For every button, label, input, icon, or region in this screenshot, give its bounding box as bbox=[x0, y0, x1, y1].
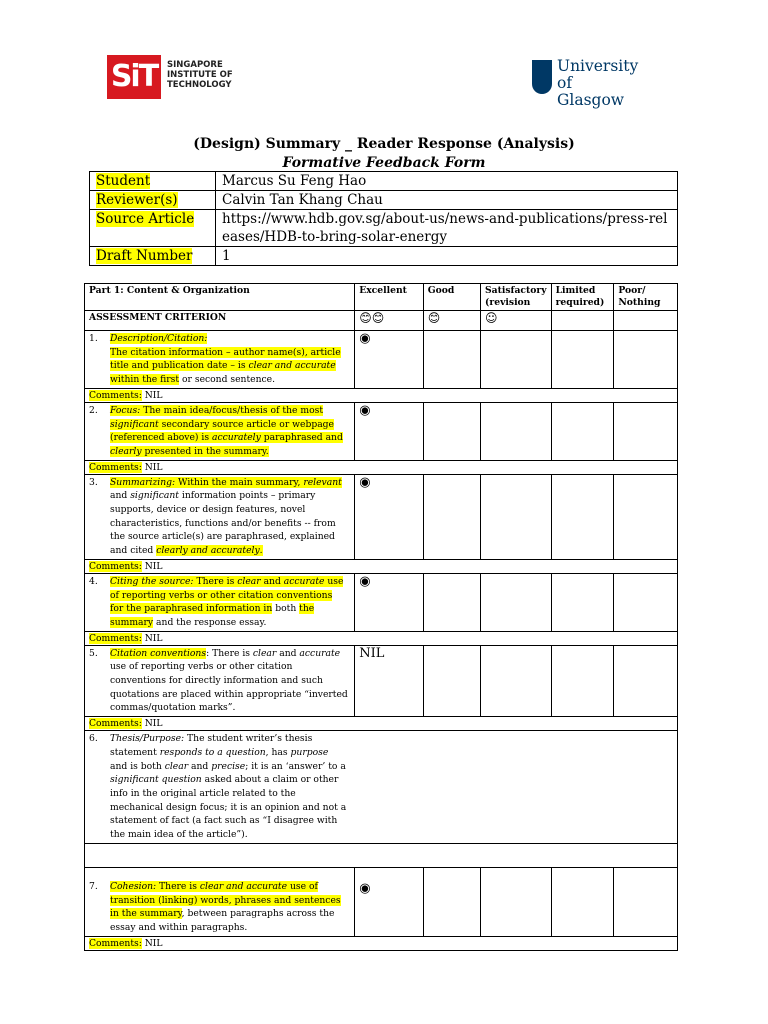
criterion-row bbox=[85, 402, 678, 460]
satisfactory-cell[interactable] bbox=[481, 402, 552, 460]
comment-cell bbox=[85, 717, 678, 731]
student-label-text: Student bbox=[96, 173, 151, 189]
excellent-faces-icon: 😊😊 bbox=[355, 311, 424, 331]
criterion-span: presented in the summary. bbox=[141, 445, 269, 457]
source-value: https://www.hdb.gov.sg/about-us/news-and-publications/press-releases/HDB-to-bring-solar-energy bbox=[216, 210, 678, 247]
criterion-span: both bbox=[272, 603, 300, 615]
satisfactory-cell[interactable] bbox=[481, 867, 552, 936]
reviewer-value: Calvin Tan Khang Chau bbox=[216, 191, 678, 210]
comment-row bbox=[85, 717, 678, 731]
criterion-description bbox=[110, 332, 348, 387]
glasgow-logo bbox=[532, 57, 639, 109]
comment-cell bbox=[85, 559, 678, 573]
comments-label: Comments: bbox=[89, 632, 142, 644]
comment-value: NIL bbox=[144, 461, 163, 473]
criterion-row bbox=[85, 474, 678, 559]
criterion-span: secondary source article or webpage (referenced above) is bbox=[110, 418, 334, 444]
criterion-span: asked about a claim or other info in the original article related to the mechanical design focus; it is an opinion and not a statement of fact (a fact such as “I disagree with the main idea of the article”). bbox=[110, 774, 347, 841]
good-face-icon: 😊 bbox=[423, 311, 480, 331]
comment-value: NIL bbox=[144, 632, 163, 644]
satisfactory-cell[interactable] bbox=[481, 474, 552, 559]
criterion-span: There is bbox=[156, 880, 200, 892]
criterion-span: . bbox=[259, 545, 263, 557]
good-cell[interactable] bbox=[423, 474, 480, 559]
excellent-mark[interactable]: ◉ bbox=[355, 331, 424, 389]
draft-label-text: Draft Number bbox=[96, 248, 193, 264]
comment-value: NIL bbox=[144, 389, 163, 401]
spacer-row bbox=[85, 843, 678, 867]
criterion-span: or second sentence. bbox=[179, 374, 276, 386]
criterion-span: and bbox=[260, 575, 284, 587]
criterion-span: ; it is an ‘answer’ to a bbox=[245, 760, 346, 772]
criterion-span: accurate bbox=[299, 647, 341, 659]
source-label bbox=[90, 210, 216, 247]
limited-cell[interactable] bbox=[551, 867, 614, 936]
glasgow-logo-text bbox=[557, 58, 638, 109]
criterion-number: 7. bbox=[89, 880, 98, 892]
limited-cell[interactable] bbox=[551, 402, 614, 460]
criterion-span: the summary bbox=[110, 603, 315, 628]
header-limited: Limited required) bbox=[551, 284, 614, 311]
criterion-span: and bbox=[188, 760, 212, 772]
criterion-span: significant bbox=[110, 418, 159, 430]
criterion-span: accurate bbox=[283, 575, 325, 587]
criterion-span: clearly and accurately bbox=[156, 545, 260, 557]
criterion-span: relevant bbox=[303, 476, 342, 488]
criterion-row bbox=[85, 573, 678, 631]
criterion-span: significant bbox=[130, 490, 179, 502]
criterion-span: significant question bbox=[110, 774, 202, 786]
comment-cell bbox=[85, 936, 678, 950]
criterion-span: Description/Citation: bbox=[110, 333, 208, 344]
good-cell[interactable] bbox=[423, 331, 480, 389]
criterion-row bbox=[85, 331, 678, 389]
criterion-text bbox=[85, 645, 355, 717]
satisfactory-face-icon: ☺ bbox=[481, 311, 552, 331]
limited-face-cell bbox=[551, 311, 614, 331]
criterion-number: 2. bbox=[89, 404, 98, 416]
criterion-span: The main idea/focus/thesis of the most bbox=[140, 404, 324, 416]
criterion-text bbox=[85, 867, 355, 936]
limited-cell[interactable] bbox=[551, 474, 614, 559]
criterion-row bbox=[85, 731, 678, 844]
sit-logo-text bbox=[167, 60, 233, 90]
header-good: Good bbox=[423, 284, 480, 311]
assessment-row bbox=[85, 311, 678, 331]
criterion-number: 6. bbox=[89, 733, 98, 745]
criterion-span: Within the main summary, bbox=[175, 476, 304, 488]
criterion-span: paraphrased and bbox=[260, 432, 343, 444]
criterion-span: and the response essay. bbox=[153, 616, 267, 628]
good-cell[interactable] bbox=[423, 402, 480, 460]
criterion-number: 5. bbox=[89, 647, 98, 659]
limited-cell[interactable] bbox=[551, 331, 614, 389]
criterion-span: clear bbox=[252, 647, 277, 659]
criterion-span: , has bbox=[265, 746, 291, 758]
criterion-span: clear bbox=[164, 760, 189, 772]
criterion-span: Summarizing: bbox=[110, 476, 176, 488]
criterion-text bbox=[85, 573, 355, 631]
criterion-span: clearly bbox=[110, 445, 142, 457]
excellent-mark[interactable]: ◉ bbox=[355, 867, 424, 936]
info-row-source bbox=[90, 210, 678, 247]
glasgow-crest-icon bbox=[532, 60, 552, 94]
criterion-span: clear and accurate bbox=[248, 360, 336, 372]
criterion-span: and bbox=[110, 490, 131, 502]
criterion-span: Focus: bbox=[110, 404, 141, 416]
limited-cell[interactable] bbox=[551, 573, 614, 631]
criterion-span: purpose bbox=[290, 746, 329, 758]
good-cell[interactable] bbox=[423, 645, 480, 717]
document-title: (Design) Summary _ Reader Response (Analysis) bbox=[193, 136, 575, 152]
criterion-span: The citation information – author name(s), article title and publication date – is bbox=[110, 346, 341, 372]
sit-logo-mark: SiT bbox=[107, 55, 161, 99]
comments-label: Comments: bbox=[89, 461, 142, 473]
spacer-cell bbox=[85, 843, 678, 867]
reviewer-label-text: Reviewer(s) bbox=[96, 192, 178, 208]
feedback-header-row bbox=[85, 284, 678, 311]
sit-logo-line: INSTITUTE OF bbox=[167, 70, 233, 80]
poor-cell[interactable] bbox=[614, 402, 678, 460]
draft-label bbox=[90, 247, 216, 266]
excellent-value[interactable]: NIL bbox=[355, 645, 424, 717]
criterion-text bbox=[85, 402, 355, 460]
criterion-span: : There is bbox=[206, 647, 253, 659]
poor-cell[interactable] bbox=[614, 573, 678, 631]
criterion-description bbox=[110, 476, 348, 558]
draft-value: 1 bbox=[216, 247, 678, 266]
criterion-span: responds to a question bbox=[159, 746, 266, 758]
comment-value: NIL bbox=[144, 560, 163, 572]
excellent-mark[interactable]: ◉ bbox=[355, 402, 424, 460]
poor-cell[interactable] bbox=[614, 474, 678, 559]
document-subtitle: Formative Feedback Form bbox=[282, 155, 486, 171]
criterion-span: information points – primary supports, device or design features, novel characteristics, functions and/or benefits -- from the source article(s) are paraphrased, explained and cited bbox=[110, 490, 336, 557]
poor-face-cell bbox=[614, 311, 678, 331]
criterion-number: 3. bbox=[89, 476, 98, 488]
excellent-mark[interactable]: ◉ bbox=[355, 573, 424, 631]
criterion-text bbox=[85, 474, 355, 559]
reviewer-label bbox=[90, 191, 216, 210]
criterion-number: 1. bbox=[89, 333, 98, 344]
criterion-span: clear and accurate bbox=[199, 880, 288, 892]
criterion-description bbox=[110, 575, 348, 630]
info-row-draft bbox=[90, 247, 678, 266]
sit-logo-line: TECHNOLOGY bbox=[167, 80, 232, 90]
header-satisfactory: Satisfactory (revision bbox=[481, 284, 552, 311]
limited-cell[interactable] bbox=[551, 645, 614, 717]
comment-row bbox=[85, 388, 678, 402]
student-info-table bbox=[89, 171, 678, 266]
criterion-span: The student writer’s thesis statement bbox=[110, 733, 313, 758]
satisfactory-cell[interactable] bbox=[481, 573, 552, 631]
criterion-row bbox=[85, 645, 678, 717]
info-row-reviewer bbox=[90, 191, 678, 210]
comments-label: Comments: bbox=[89, 718, 142, 730]
criterion-description bbox=[110, 647, 348, 716]
criterion-span: , between paragraphs across the essay and within paragraphs. bbox=[110, 908, 335, 933]
info-row-student bbox=[90, 172, 678, 191]
criterion-span: within the first bbox=[110, 374, 180, 386]
criterion-description bbox=[110, 732, 348, 842]
feedback-table bbox=[84, 283, 678, 951]
criterion-number: 4. bbox=[89, 575, 98, 587]
criterion-row bbox=[85, 867, 678, 936]
header-excellent: Excellent bbox=[355, 284, 424, 311]
criterion-span: and bbox=[276, 647, 300, 659]
comments-label: Comments: bbox=[89, 389, 142, 401]
comment-cell bbox=[85, 631, 678, 645]
criterion-span: There is bbox=[193, 575, 238, 587]
comments-label: Comments: bbox=[89, 937, 142, 949]
header-poor: Poor/ Nothing bbox=[614, 284, 678, 311]
criterion-text bbox=[85, 331, 355, 389]
comment-row bbox=[85, 559, 678, 573]
comments-label: Comments: bbox=[89, 560, 142, 572]
comment-row bbox=[85, 936, 678, 950]
sit-logo-line: SINGAPORE bbox=[167, 60, 223, 70]
criterion-span: Citation conventions bbox=[110, 647, 207, 659]
criterion-span: accurately bbox=[211, 432, 261, 444]
criterion-span: use of transition (linking) words, phrases and sentences in the summary bbox=[110, 880, 341, 920]
comment-value: NIL bbox=[144, 937, 163, 949]
poor-cell[interactable] bbox=[614, 331, 678, 389]
good-cell[interactable] bbox=[423, 573, 480, 631]
poor-cell[interactable] bbox=[614, 867, 678, 936]
criterion-span: use of reporting verbs or other citation conventions for directly information and such quotations are placed within appropriate “inverted commas/quotation marks”. bbox=[110, 661, 348, 714]
criterion-span: and is both bbox=[110, 760, 165, 772]
good-cell[interactable] bbox=[423, 867, 480, 936]
source-label-text: Source Article bbox=[96, 211, 195, 227]
sit-logo bbox=[107, 55, 252, 99]
comment-value: NIL bbox=[144, 718, 163, 730]
satisfactory-cell[interactable] bbox=[481, 645, 552, 717]
comment-row bbox=[85, 460, 678, 474]
criterion-description bbox=[110, 880, 348, 935]
criterion-span: Citing the source: bbox=[110, 575, 194, 587]
comment-cell bbox=[85, 388, 678, 402]
criterion-span: Cohesion: bbox=[110, 880, 157, 892]
excellent-mark[interactable]: ◉ bbox=[355, 474, 424, 559]
part-title: Part 1: Content & Organization bbox=[85, 284, 355, 311]
glasgow-logo-line: of Glasgow bbox=[557, 74, 625, 109]
comment-row bbox=[85, 631, 678, 645]
criterion-span: Thesis/Purpose: bbox=[110, 733, 185, 745]
satisfactory-cell[interactable] bbox=[481, 331, 552, 389]
criterion-span: clear bbox=[237, 575, 261, 587]
student-label bbox=[90, 172, 216, 191]
poor-cell[interactable] bbox=[614, 645, 678, 717]
assessment-label: ASSESSMENT CRITERION bbox=[85, 311, 355, 331]
criterion-span: use of reporting verbs or other citation conventions for the paraphrased information in bbox=[110, 575, 344, 615]
student-value: Marcus Su Feng Hao bbox=[216, 172, 678, 191]
glasgow-logo-line: University bbox=[557, 57, 639, 75]
comment-cell bbox=[85, 460, 678, 474]
criterion-span: precise bbox=[211, 760, 246, 772]
criterion-description bbox=[110, 404, 348, 459]
criterion-text bbox=[85, 731, 678, 844]
